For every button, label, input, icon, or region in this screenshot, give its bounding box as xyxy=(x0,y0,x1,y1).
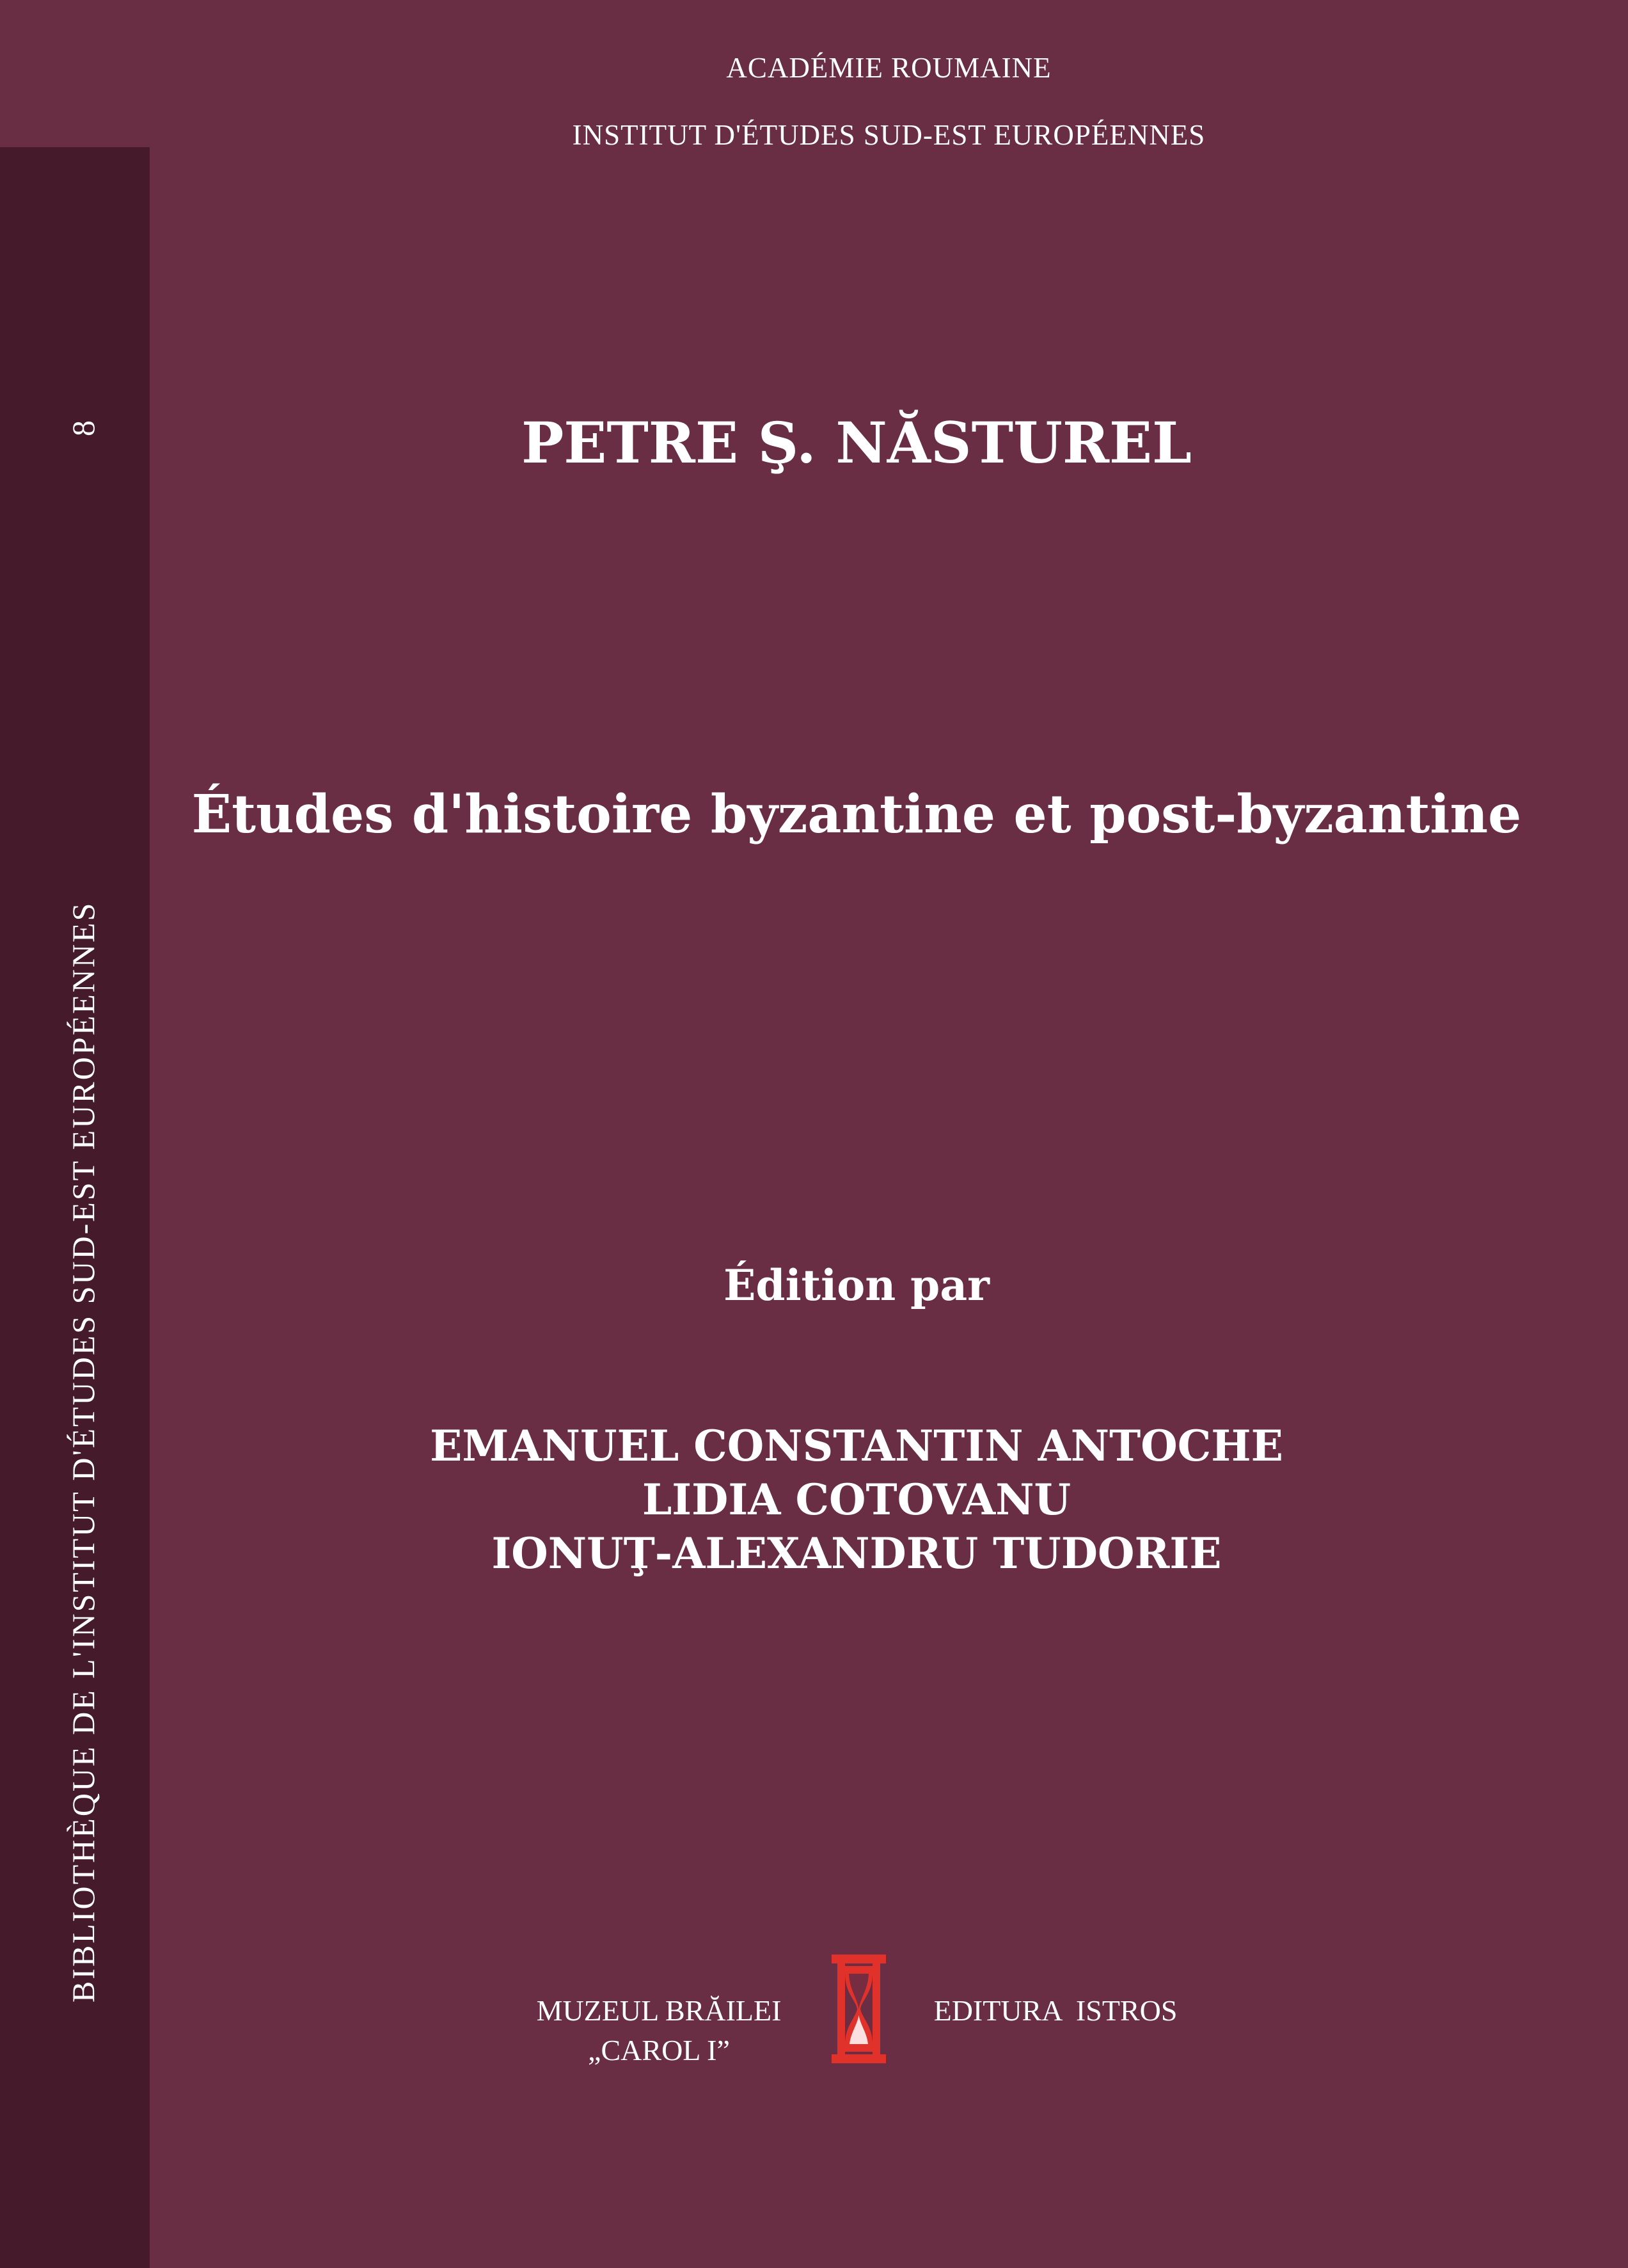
spine-label xyxy=(64,371,102,2002)
editors-list xyxy=(150,1419,1563,1580)
author-name: PETRE Ş. NĂSTUREL xyxy=(521,409,1192,476)
publisher-museum-line1: MUZEUL BRĂILEI xyxy=(536,1994,782,2027)
book-title: Études d'histoire byzantine et post-byzantine xyxy=(191,784,1522,845)
institute-name: INSTITUT D'ÉTUDES SUD-EST EUROPÉENNES xyxy=(572,119,1206,151)
publisher-museum xyxy=(499,1991,819,2070)
hourglass-logo-icon xyxy=(828,1955,889,2063)
editor-name: LIDIA COTOVANU xyxy=(642,1475,1071,1525)
editor-name: EMANUEL CONSTANTIN ANTOCHE xyxy=(430,1421,1283,1471)
spine-series-title: BIBLIOTHÈQUE DE L'INSTITUT D'ÉTUDES SUD-EST EUROPÉENNES xyxy=(65,901,101,2002)
spine-volume-number: 8 xyxy=(65,418,101,436)
editor-name: IONUŢ-ALEXANDRU TUDORIE xyxy=(491,1528,1222,1578)
edition-label: Édition par xyxy=(723,1260,990,1310)
academy-name: ACADÉMIE ROUMAINE xyxy=(726,52,1052,84)
publisher-museum-line2: „CAROL I” xyxy=(588,2034,730,2066)
publisher-istros: EDITURA ISTROS xyxy=(933,1994,1178,2027)
